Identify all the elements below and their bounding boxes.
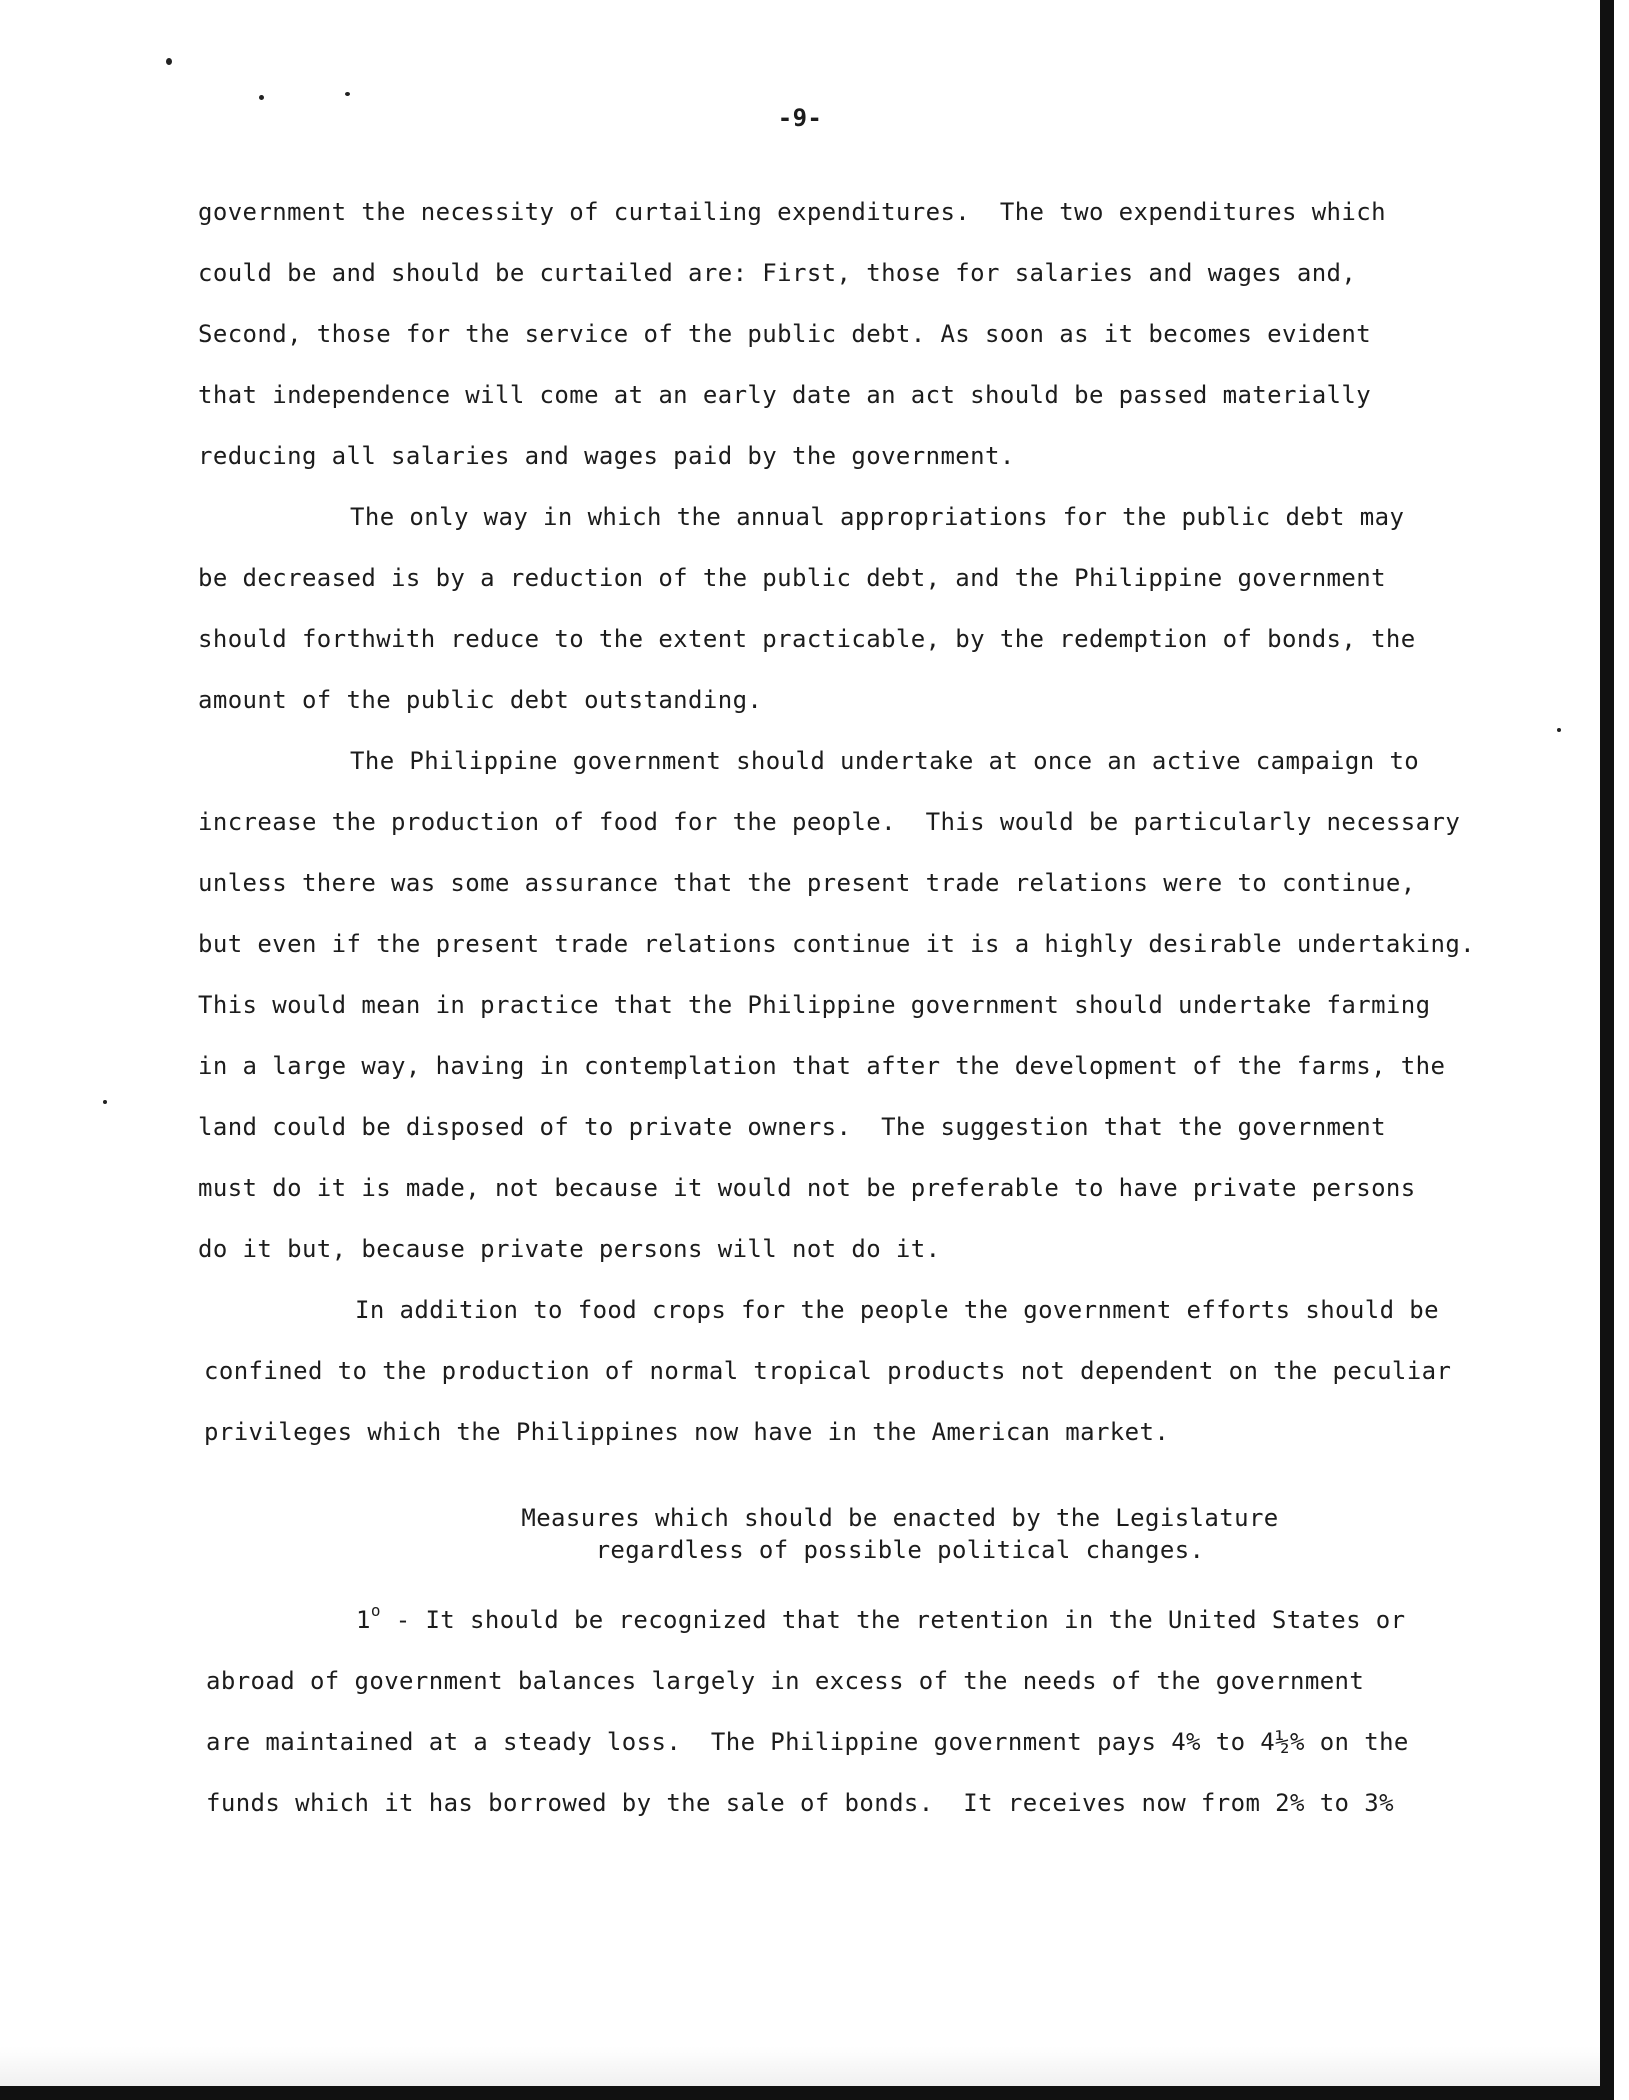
paragraph-food-production [0,731,1600,1280]
ink-speck [345,92,350,96]
section-heading [250,1502,1550,1566]
text-line: could be and should be curtailed are: First, those for salaries and wages and, [198,259,1357,287]
text-line: must do it is made, not because it would not be preferable to have private persons [198,1174,1416,1202]
ink-speck [1557,728,1561,732]
text-line: be decreased is by a reduction of the public debt, and the Philippine government [198,564,1386,592]
numbered-item-line [0,1580,1600,1651]
text-line: government the necessity of curtailing expenditures. The two expenditures which [198,198,1386,226]
ink-speck [166,58,172,65]
text-line: in a large way, having in contemplation that after the development of the farms, the [198,1052,1446,1080]
text-line: that independence will come at an early date an act should be passed materially [198,381,1372,409]
text-line: The Philippine government should undertake at once an active campaign to [350,747,1420,775]
text-line: In addition to food crops for the people the government efforts should be [355,1296,1439,1324]
text-line: amount of the public debt outstanding. [198,686,763,714]
paragraph-curtailing-expenditures [0,182,1600,487]
item-superscript: o [370,1601,381,1620]
text-line: are maintained at a steady loss. The Philippine government pays 4% to 4½% on the [206,1728,1409,1756]
text-line: funds which it has borrowed by the sale of bonds. It receives now from 2% to 3% [206,1789,1394,1817]
text-line: abroad of government balances largely in excess of the needs of the government [206,1667,1365,1695]
paragraph-tropical-products [0,1280,1600,1463]
text-line: reducing all salaries and wages paid by the government. [198,442,1015,470]
ink-speck [103,1100,107,1104]
text-line: increase the production of food for the people. This would be particularly necessary [198,808,1461,836]
item-text: - It should be recognized that the retention in the United States or [380,1606,1406,1634]
ink-speck [259,95,264,100]
text-line: unless there was some assurance that the present trade relations were to continue, [198,869,1416,897]
text-line: Second, those for the service of the public debt. As soon as it becomes evident [198,320,1372,348]
text-line: but even if the present trade relations continue it is a highly desirable undertaking. [198,930,1476,958]
text-line: confined to the production of normal tropical products not dependent on the peculiar [204,1357,1452,1385]
section-heading-line: regardless of possible political changes. [595,1536,1205,1564]
text-line: This would mean in practice that the Philippine government should undertake farming [198,991,1431,1019]
section-heading-line: Measures which should be enacted by the Legislature [521,1504,1279,1532]
paragraph-measure-1 [0,1580,1600,1834]
text-line: privileges which the Philippines now have in the American market. [204,1418,1170,1446]
text-line: The only way in which the annual appropriations for the public debt may [350,503,1405,531]
page-number: -9- [777,104,823,132]
text-line: land could be disposed of to private owners. The suggestion that the government [198,1113,1386,1141]
item-number: 1 [356,1606,371,1634]
paragraph-public-debt [0,487,1600,731]
text-line: should forthwith reduce to the extent practicable, by the redemption of bonds, the [198,625,1416,653]
text-line: do it but, because private persons will not do it. [198,1235,941,1263]
page-edge-shadow [0,2046,1600,2086]
